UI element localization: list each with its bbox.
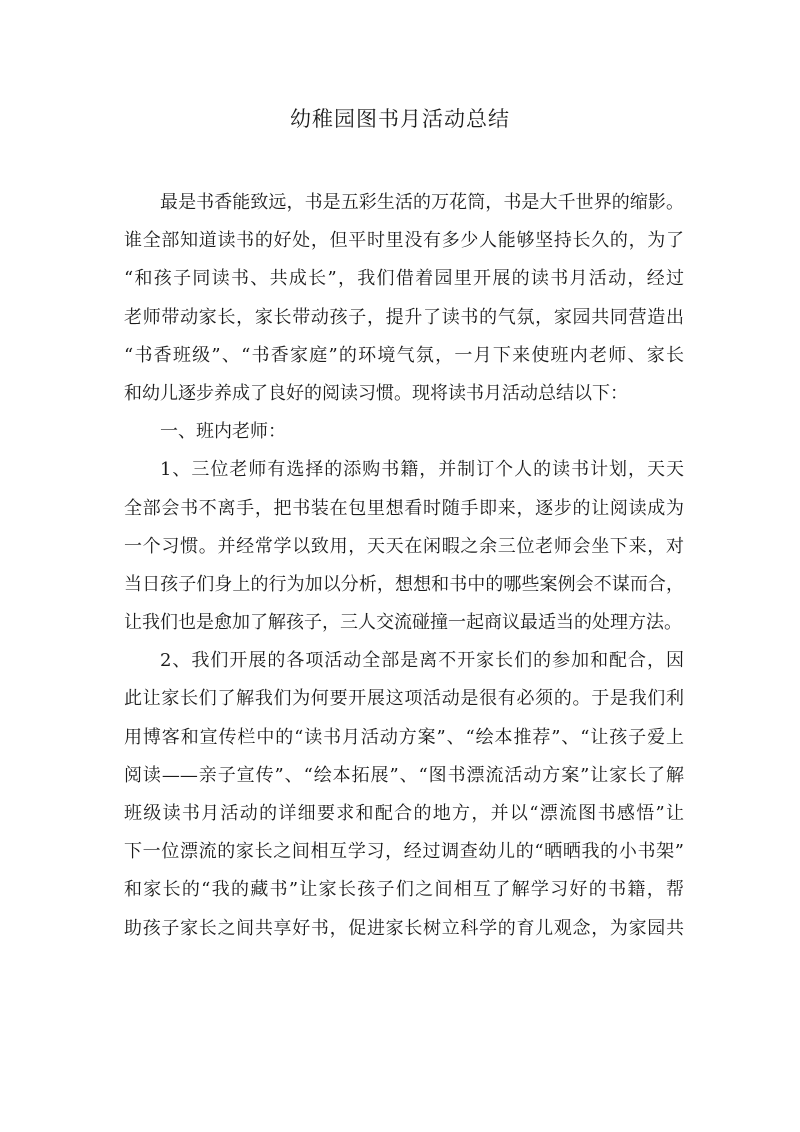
text-line: 2、我们开展的各项活动全部是离不开家长们的参加和配合，因 <box>160 650 684 672</box>
text-line: 和家长的“我的藏书”让家长孩子们之间相互了解学习好的书籍，帮 <box>124 879 684 901</box>
text-line: 一个习惯。并经常学以致用，天天在闲暇之余三位老师会坐下来，对 <box>124 535 684 557</box>
text-line: 当日孩子们身上的行为加以分析，想想和书中的哪些案例会不谋而合， <box>124 573 684 595</box>
text-line: 班级读书月活动的详细要求和配合的地方，并以“漂流图书感悟”让 <box>124 803 684 824</box>
text-line: 1、三位老师有选择的添购书籍，并制订个人的读书计划，天天 <box>160 459 684 481</box>
text-line: 阅读——亲子宣传”、“绘本拓展”、“图书漂流活动方案”让家长了解 <box>124 764 684 786</box>
text-line: 老师带动家长，家长带动孩子，提升了读书的气氛，家园共同营造出 <box>124 306 684 328</box>
document-title: 幼稚园图书月活动总结 <box>290 107 510 131</box>
text-line: 下一位漂流的家长之间相互学习，经过调查幼儿的“晒晒我的小书架” <box>124 841 684 863</box>
text-line: “书香班级”、“书香家庭”的环境气氛，一月下来使班内老师、家长 <box>124 344 684 366</box>
text-line: 让我们也是愈加了解孩子，三人交流碰撞一起商议最适当的处理方法。 <box>124 612 682 634</box>
text-line: 用博客和宣传栏中的“读书月活动方案”、“绘本推荐”、“让孩子爱上 <box>124 726 684 748</box>
text-line: 一、班内老师： <box>160 421 286 443</box>
text-line: 助孩子家长之间共享好书，促进家长树立科学的育儿观念，为家园共 <box>124 917 684 939</box>
text-line: 此让家长们了解我们为何要开展这项活动是很有必须的。于是我们利 <box>124 688 684 710</box>
text-line: 和幼儿逐步养成了良好的阅读习惯。现将读书月活动总结以下： <box>124 382 628 404</box>
text-line: 最是书香能致远，书是五彩生活的万花筒，书是大千世界的缩影。 <box>160 192 684 213</box>
text-line: 全部会书不离手，把书装在包里想看时随手即来，逐步的让阅读成为 <box>124 497 684 519</box>
document-body <box>124 184 684 948</box>
text-line: “和孩子同读书、共成长”，我们借着园里开展的读书月活动，经过 <box>124 268 684 290</box>
text-line: 谁全部知道读书的好处，但平时里没有多少人能够坚持长久的，为了 <box>124 230 684 252</box>
